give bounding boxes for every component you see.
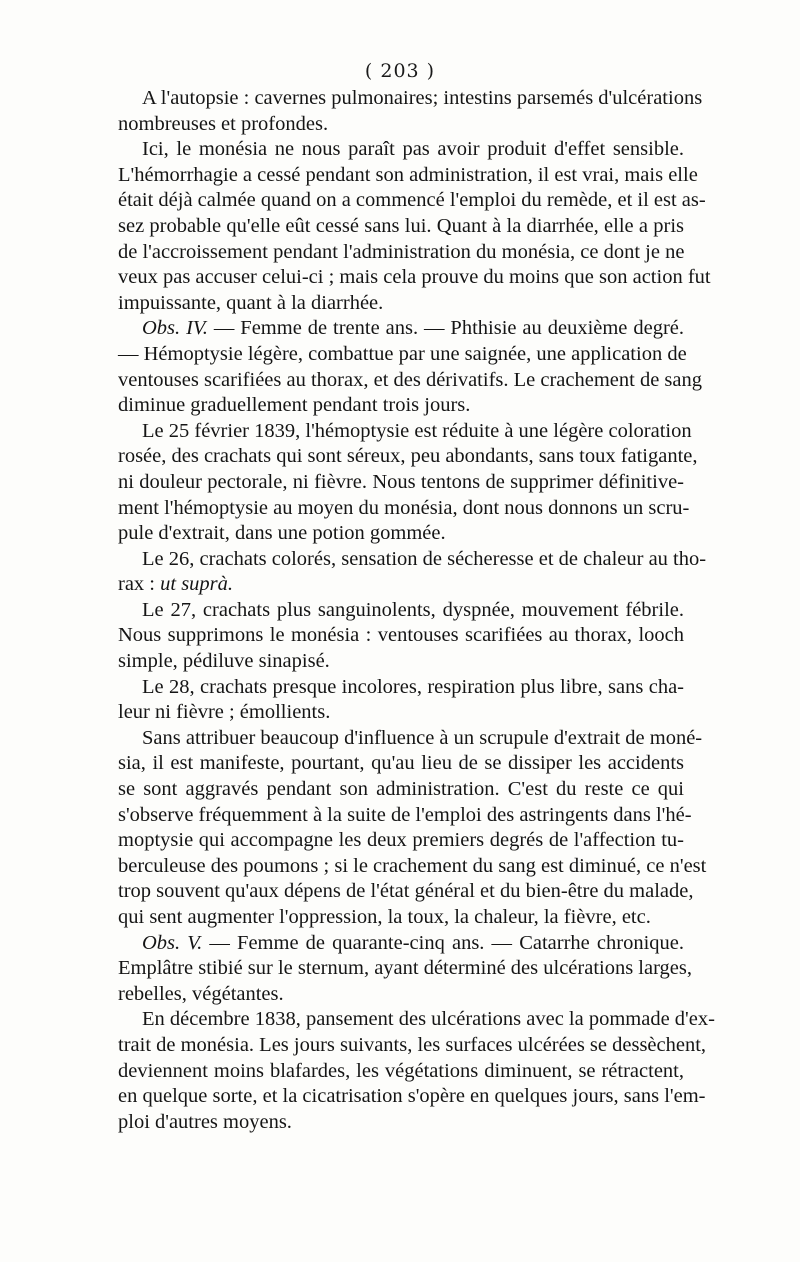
line-text: pule d'extrait, dans une potion gommée.	[118, 522, 446, 545]
page-number: ( 203 )	[364, 60, 436, 82]
observation-label: Obs. V.	[142, 931, 203, 954]
text-line	[118, 572, 684, 598]
line-text: ventouses scarifiées au thorax, et des dérivatifs. Le crachement de sang	[118, 368, 703, 391]
line-text: diminue graduellement pendant trois jours.	[118, 394, 471, 417]
text-line	[118, 342, 687, 368]
line-text: nombreuses et profondes.	[118, 112, 329, 135]
line-text: leur ni fièvre ; émollients.	[118, 701, 331, 724]
line-text: — Femme de quarante-cinq ans. — Catarrhe chronique.	[202, 931, 684, 954]
text-line	[118, 828, 684, 854]
line-text: Sans attribuer beaucoup d'influence à un scrupule d'extrait de moné-	[142, 726, 703, 749]
text-line	[118, 240, 684, 266]
text-line	[118, 1007, 715, 1033]
text-line	[118, 982, 684, 1008]
text-line	[118, 521, 684, 547]
line-text: veux pas accuser celui-ci ; mais cela prouve du moins que son action fut	[118, 266, 711, 289]
text-line	[118, 419, 692, 445]
text-line	[118, 931, 684, 957]
text-line	[118, 444, 698, 470]
text-line	[118, 496, 690, 522]
text-line	[118, 163, 698, 189]
line-text: — Femme de trente ans. — Phthisie au deuxième degré.	[207, 317, 684, 340]
line-text: berculeuse des poumons ; si le crachement du sang est diminué, ce n'est	[118, 854, 707, 877]
text-line	[118, 470, 684, 496]
line-text: impuissante, quant à la diarrhée.	[118, 291, 384, 314]
line-text: se sont aggravés pendant son administration. C'est du reste ce qui	[118, 778, 684, 801]
line-text: s'observe fréquemment à la suite de l'emploi des astringents dans l'hé-	[118, 803, 692, 826]
observation-label: Obs. IV.	[142, 317, 208, 340]
text-line	[118, 291, 684, 317]
line-text: moptysie qui accompagne les deux premiers degrés de l'affection tu-	[118, 829, 684, 852]
line-text: qui sent augmenter l'oppression, la toux, la chaleur, la fièvre, etc.	[118, 906, 651, 928]
line-text: Nous supprimons le monésia : ventouses scarifiées au thorax, looch	[118, 624, 684, 647]
text-line	[118, 86, 703, 112]
line-text: En décembre 1838, pansement des ulcérations avec la pommade d'ex-	[142, 1008, 715, 1031]
text-line	[118, 777, 684, 803]
line-text: de l'accroissement pendant l'administration du monésia, ce dont je ne	[118, 240, 685, 263]
line-text: trait de monésia. Les jours suivants, les surfaces ulcérées se dessèchent,	[118, 1033, 707, 1056]
line-text: sez probable qu'elle eût cessé sans lui. Quant à la diarrhée, elle a pris	[118, 214, 684, 237]
text-line	[118, 956, 693, 982]
text-line	[118, 675, 684, 701]
text-line	[118, 803, 692, 829]
text-line	[118, 316, 684, 342]
text-line	[118, 265, 711, 291]
text-line	[118, 1084, 706, 1110]
line-text: rebelles, végétantes.	[118, 982, 284, 1005]
line-text: Le 25 février 1839, l'hémoptysie est réduite à une légère coloration	[142, 419, 692, 442]
latin-phrase: ut suprà.	[160, 573, 234, 596]
line-text: ploi d'autres moyens.	[118, 1110, 292, 1133]
text-line	[118, 188, 706, 214]
text-line	[118, 1110, 684, 1136]
line-text: L'hémorrhagie a cessé pendant son administration, il est vrai, mais elle	[118, 163, 698, 186]
text-line	[118, 1059, 684, 1085]
line-text: Le 26, crachats colorés, sensation de sécheresse et de chaleur au tho-	[142, 547, 707, 570]
line-text: rax :	[118, 573, 161, 596]
text-line	[118, 598, 684, 624]
line-text: Le 28, crachats presque incolores, respiration plus libre, sans cha-	[142, 675, 684, 698]
line-text: — Hémoptysie légère, combattue par une saignée, une application de	[118, 342, 687, 365]
line-text: A l'autopsie : cavernes pulmonaires; intestins parsemés d'ulcérations	[142, 87, 703, 109]
line-text: trop souvent qu'aux dépens de l'état général et du bien-être du malade,	[118, 880, 694, 903]
text-line	[118, 623, 684, 649]
line-text: Ici, le monésia ne nous paraît pas avoir produit d'effet sensible.	[142, 138, 684, 161]
line-text: ni douleur pectorale, ni fièvre. Nous tentons de supprimer définitive-	[118, 470, 684, 493]
text-line	[118, 854, 707, 880]
body-text	[118, 86, 715, 1135]
text-line	[118, 905, 684, 931]
text-line	[118, 726, 703, 752]
text-line	[118, 751, 684, 777]
text-line	[118, 547, 707, 573]
text-line	[118, 1033, 707, 1059]
line-text: rosée, des crachats qui sont séreux, peu abondants, sans toux fatigante,	[118, 445, 698, 468]
line-text: Le 27, crachats plus sanguinolents, dyspnée, mouvement fébrile.	[142, 598, 684, 621]
text-line	[118, 700, 684, 726]
line-text: simple, pédiluve sinapisé.	[118, 650, 330, 673]
text-line	[118, 112, 684, 138]
line-text: ment l'hémoptysie au moyen du monésia, dont nous donnons un scru-	[118, 496, 690, 519]
line-text: en quelque sorte, et la cicatrisation s'opère en quelques jours, sans l'em-	[118, 1085, 706, 1108]
text-line	[118, 649, 684, 675]
line-text: Emplâtre stibié sur le sternum, ayant déterminé des ulcérations larges,	[118, 957, 693, 980]
line-text: était déjà calmée quand on a commencé l'emploi du remède, et il est as-	[118, 189, 706, 212]
text-line	[118, 393, 684, 419]
text-line	[118, 368, 703, 394]
text-line	[118, 137, 684, 163]
text-line	[118, 214, 684, 240]
line-text: deviennent moins blafardes, les végétations diminuent, se rétractent,	[118, 1059, 684, 1082]
text-line	[118, 879, 694, 905]
line-text: sia, il est manifeste, pourtant, qu'au lieu de se dissiper les accidents	[118, 752, 684, 775]
